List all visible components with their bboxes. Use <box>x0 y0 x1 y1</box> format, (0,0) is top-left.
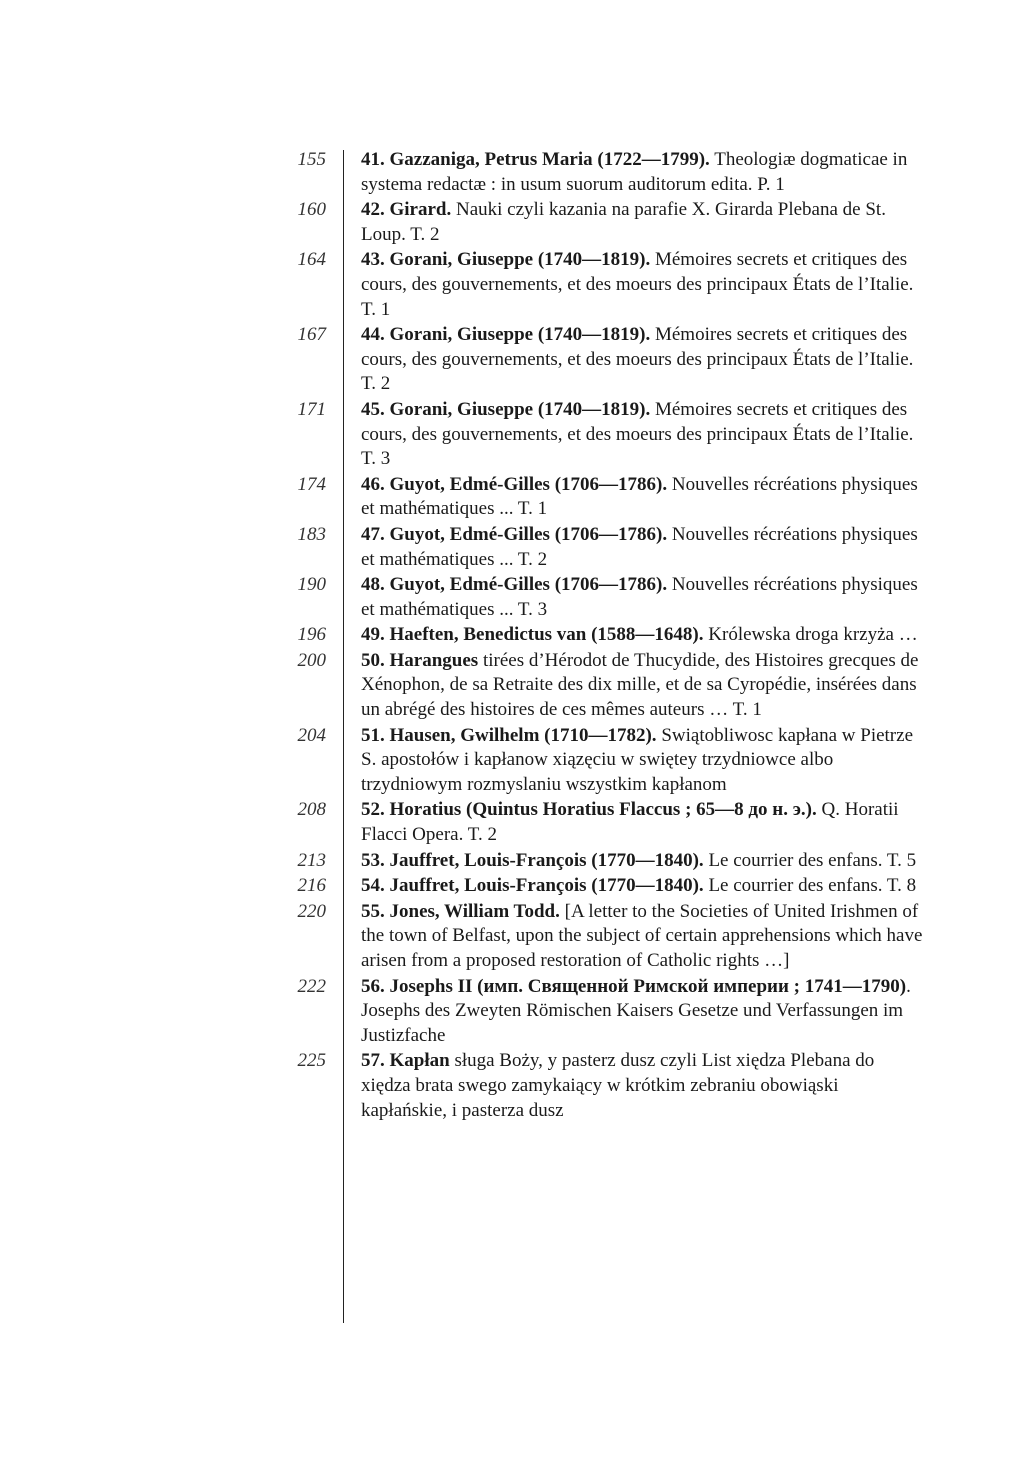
entry-text <box>361 398 926 472</box>
entry-heading: 41. Gazzaniga, Petrus Maria (1722—1799). <box>361 149 710 170</box>
entry-heading: 43. Gorani, Giuseppe (1740—1819). <box>361 249 651 271</box>
entry-heading: 49. Haeften, Benedictus van (1588—1648). <box>361 624 704 646</box>
entry-title: Q. Horatii Flacci Opera. T. 2 <box>361 799 899 846</box>
entry-heading: 54. Jauffret, Louis-François (1770—1840). <box>361 875 704 897</box>
entry-text <box>361 798 926 847</box>
entry-title: Le courrier des enfans. T. 8 <box>703 875 917 897</box>
entry-list <box>0 148 1022 1124</box>
entry-title: Nouvelles récréations physiques et mathématiques ... T. 1 <box>361 473 918 520</box>
catalog-entry <box>0 649 1022 723</box>
entry-title: Mémoires secrets et critiques des cours, des gouvernements, et des moeurs des principaux États de l’Italie. T. 1 <box>361 249 914 320</box>
entry-heading: 53. Jauffret, Louis-François (1770—1840). <box>361 849 704 871</box>
entry-text <box>361 323 926 397</box>
entry-text <box>361 248 926 322</box>
entry-text <box>361 649 926 723</box>
page-number: 190 <box>297 574 326 596</box>
entry-heading: 44. Gorani, Giuseppe (1740—1819). <box>361 324 651 346</box>
entry-text <box>361 1049 926 1123</box>
entry-heading: 48. Guyot, Edmé-Gilles (1706—1786). <box>361 574 668 596</box>
catalog-entry <box>0 623 1022 648</box>
entry-text <box>361 148 926 197</box>
catalog-entry <box>0 398 1022 472</box>
entry-text <box>361 900 926 974</box>
entry-text <box>361 724 926 798</box>
entry-heading: 55. Jones, William Todd. <box>361 900 560 922</box>
entry-text <box>361 523 926 572</box>
entry-text <box>361 198 926 247</box>
page-number: 216 <box>297 875 326 897</box>
page-number: 204 <box>297 724 326 746</box>
entry-title: Swiątobliwosc kapłana w Pietrze S. apostołów i kapłanow xiązęciu w swiętey trzydniowce albo trzydniowym rozmyslaniu wszystkim kapłanom <box>361 724 913 795</box>
catalog-entry <box>0 798 1022 847</box>
catalog-entry <box>0 248 1022 322</box>
catalog-entry <box>0 975 1022 1049</box>
catalog-entry <box>0 1049 1022 1123</box>
page-number: 160 <box>297 199 326 221</box>
entry-title: tirées d’Hérodot de Thucydide, des Histoires grecques de Xénophon, de sa Retraite des dix mille, et de sa Cyropédie, insérées dans un abrégé des histoires de ces mêmes auteurs … T. 1 <box>361 649 919 721</box>
catalog-entry <box>0 198 1022 247</box>
catalog-entry <box>0 523 1022 572</box>
entry-title: Theologiæ dogmaticae in systema redactæ : in usum suorum auditorum edita. P. 1 <box>361 149 908 195</box>
page-number: 171 <box>297 398 326 420</box>
page-number: 220 <box>297 900 326 922</box>
entry-heading: 52. Horatius (Quintus Horatius Flaccus ; 65—8 до н. э.). <box>361 799 817 821</box>
entry-text <box>361 573 926 622</box>
entry-text <box>361 849 926 874</box>
page-number: 225 <box>297 1050 326 1072</box>
entry-title: Nauki czyli kazania na parafie X. Girarda Plebana de St. Loup. T. 2 <box>361 199 886 245</box>
entry-heading: 50. Harangues <box>361 649 479 671</box>
catalog-entry <box>0 323 1022 397</box>
page-number: 174 <box>297 473 326 495</box>
page-number: 208 <box>297 799 326 821</box>
entry-text <box>361 874 926 899</box>
entry-title: Nouvelles récréations physiques et mathématiques ... T. 2 <box>361 523 918 570</box>
entry-text <box>361 473 926 522</box>
entry-title: Mémoires secrets et critiques des cours, des gouvernements, et des moeurs des principaux États de l’Italie. T. 3 <box>361 398 914 470</box>
catalog-entry <box>0 573 1022 622</box>
entry-text <box>361 623 926 648</box>
page-number: 196 <box>297 624 326 646</box>
entry-title: Le courrier des enfans. T. 5 <box>703 849 917 871</box>
entry-heading: 56. Josephs II (имп. Священной Римской империи ; 1741—1790) <box>361 975 907 997</box>
entry-title: sługa Boży, y pasterz dusz czyli List xiędza Plebana do xiędza brata swego zamykaiący w krótkim zebraniu obowiąski kapłańskie, i pasterza dusz <box>361 1050 875 1121</box>
entry-title: Mémoires secrets et critiques des cours, des gouvernements, et des moeurs des principaux États de l’Italie. T. 2 <box>361 324 914 395</box>
entry-heading: 57. Kapłan <box>361 1050 450 1072</box>
page-number: 200 <box>297 649 326 671</box>
catalog-entry <box>0 874 1022 899</box>
catalog-entry <box>0 849 1022 874</box>
entry-heading: 42. Girard. <box>361 199 452 221</box>
catalog-entry <box>0 900 1022 974</box>
entry-heading: 46. Guyot, Edmé-Gilles (1706—1786). <box>361 473 668 495</box>
page-number: 155 <box>297 149 326 170</box>
page-number: 183 <box>297 523 326 545</box>
entry-title: Nouvelles récréations physiques et mathématiques ... T. 3 <box>361 574 918 620</box>
entry-title: Królewska droga krzyża … <box>703 624 918 646</box>
page-number: 222 <box>297 975 326 997</box>
catalog-entry <box>0 724 1022 798</box>
entry-heading: 51. Hausen, Gwilhelm (1710—1782). <box>361 724 657 746</box>
entry-heading: 45. Gorani, Giuseppe (1740—1819). <box>361 398 651 420</box>
entry-text <box>361 975 926 1049</box>
catalog-entry <box>0 148 1022 197</box>
page-number: 167 <box>297 324 326 346</box>
entry-heading: 47. Guyot, Edmé-Gilles (1706—1786). <box>361 523 668 545</box>
page-number: 213 <box>297 849 326 871</box>
page-number: 164 <box>297 249 326 271</box>
catalog-entry <box>0 473 1022 522</box>
entry-title: . Josephs des Zweyten Römischen Kaisers Gesetze und Verfassungen im Justizfache <box>361 975 911 1046</box>
entry-title: [A letter to the Societies of United Irishmen of the town of Belfast, upon the subject of certain apprehensions which have arisen from a proposed restoration of Catholic rights …] <box>361 900 923 971</box>
